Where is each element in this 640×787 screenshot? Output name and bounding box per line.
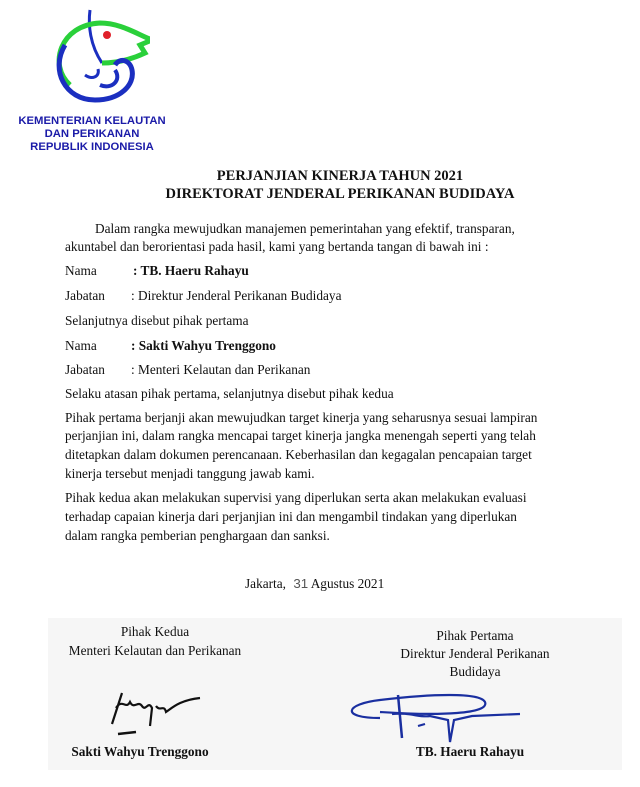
party2-name-label: Nama (65, 338, 97, 353)
logo-line: KEMENTERIAN KELAUTAN (18, 115, 166, 127)
intro-line: Dalam rangka mewujudkan manajemen pemerintahan yang efektif, transparan, (95, 221, 515, 236)
para2-line: dalam rangka pemberian penghargaan dan sanksi. (65, 528, 330, 543)
right-name: TB. Haeru Rahayu (415, 744, 525, 759)
party1-name-value: : TB. Haeru Rahayu (133, 263, 249, 278)
date-day: 31 (293, 576, 309, 591)
left-name: Sakti Wahyu Trenggono (71, 744, 209, 759)
date-month-year: Agustus 2021 (310, 576, 385, 591)
right-title-line1: Direktur Jenderal Perikanan (400, 646, 550, 661)
logo-text (12, 115, 172, 154)
para1-line: ditetapkan dalam dokumen perencanaan. Keberhasilan dan kegagalan pencapaian target (65, 447, 532, 462)
para1-line: Pihak pertama berjanji akan mewujudkan target kinerja yang seharusnya sesuai lampiran (65, 410, 538, 425)
para1-line: perjanjian ini, dalam rangka mencapai target kinerja jangka menengah seperti yang telah (65, 428, 536, 443)
logo-line: DAN PERIKANAN (44, 128, 140, 140)
left-role: Pihak Kedua (120, 624, 190, 639)
signing-date (245, 576, 384, 592)
left-signature (100, 688, 220, 738)
para1-line: kinerja tersebut menjadi tanggung jawab kami. (65, 466, 315, 481)
intro-line: akuntabel dan berorientasi pada hasil, kami yang bertanda tangan di bawah ini : (65, 239, 489, 254)
para2-line: Pihak kedua akan melakukan supervisi yang diperlukan serta akan melakukan evaluasi (65, 490, 527, 505)
ministry-logo (40, 5, 150, 115)
party2-position-value: : Menteri Kelautan dan Perikanan (131, 362, 311, 377)
document-subtitle: DIREKTORAT JENDERAL PERIKANAN BUDIDAYA (165, 186, 515, 202)
party1-note: Selanjutnya disebut pihak pertama (65, 313, 249, 328)
document-title: PERJANJIAN KINERJA TAHUN 2021 (216, 168, 464, 184)
party2-note: Selaku atasan pihak pertama, selanjutnya disebut pihak kedua (65, 386, 394, 401)
right-signature (320, 690, 530, 750)
left-title: Menteri Kelautan dan Perikanan (68, 643, 242, 658)
party2-name-value: : Sakti Wahyu Trenggono (131, 338, 276, 353)
party2-position-label: Jabatan (65, 362, 105, 377)
party1-name-label: Nama (65, 263, 97, 278)
date-place: Jakarta, (245, 576, 286, 591)
party1-position-label: Jabatan (65, 288, 105, 303)
right-title-line2: Budidaya (449, 664, 501, 679)
party1-position-value: : Direktur Jenderal Perikanan Budidaya (131, 288, 342, 303)
right-role: Pihak Pertama (436, 628, 514, 643)
para2-line: terhadap capaian kinerja dari perjanjian ini dan mengambil tindakan yang diperlukan (65, 509, 517, 524)
logo-line: REPUBLIK INDONESIA (30, 141, 154, 153)
